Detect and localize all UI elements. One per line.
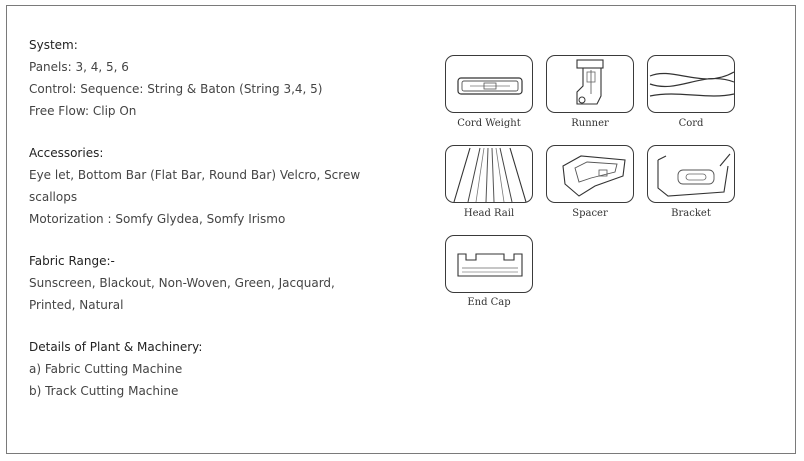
section-line: Printed, Natural <box>29 298 124 312</box>
spacer-icon <box>547 146 635 204</box>
section-line: Panels: 3, 4, 5, 6 <box>29 60 129 74</box>
section-line: Sunscreen, Blackout, Non-Woven, Green, Jacquard, <box>29 276 335 290</box>
component-tile-cord-weight <box>445 55 533 113</box>
component-tile-runner <box>546 55 634 113</box>
section-heading: Fabric Range:- <box>29 254 115 268</box>
fabric-range-section <box>29 250 389 316</box>
section-line: a) Fabric Cutting Machine <box>29 362 183 376</box>
component-caption: Head Rail <box>463 208 515 219</box>
section-heading: Accessories: <box>29 146 104 160</box>
component-caption: Cord Weight <box>457 118 521 129</box>
cord-icon <box>648 56 736 114</box>
component-caption: Cord <box>678 118 704 129</box>
component-tile-bracket <box>647 145 735 203</box>
plant-machinery-section <box>29 336 389 402</box>
component-caption: Spacer <box>572 208 608 219</box>
specification-text <box>29 34 389 402</box>
section-heading: Details of Plant & Machinery: <box>29 340 203 354</box>
system-section <box>29 34 389 122</box>
end-cap-icon <box>446 236 534 294</box>
section-line: Free Flow: Clip On <box>29 104 137 118</box>
section-line: Control: Sequence: String & Baton (String 3,4, 5) <box>29 82 323 96</box>
section-line: Eye let, Bottom Bar (Flat Bar, Round Bar) Velcro, Screw <box>29 168 361 182</box>
section-line: b) Track Cutting Machine <box>29 384 179 398</box>
section-heading: System: <box>29 38 78 52</box>
bracket-icon <box>648 146 736 204</box>
runner-icon <box>547 56 635 114</box>
component-tile-end-cap <box>445 235 533 293</box>
cord-weight-icon <box>446 56 534 114</box>
component-tile-spacer <box>546 145 634 203</box>
section-line: Motorization : Somfy Glydea, Somfy Irismo <box>29 212 286 226</box>
component-tile-head-rail <box>445 145 533 203</box>
head-rail-icon <box>446 146 534 204</box>
accessories-section <box>29 142 389 230</box>
component-caption: Bracket <box>671 208 711 219</box>
component-tile-cord <box>647 55 735 113</box>
component-caption: End Cap <box>467 297 511 308</box>
section-line: scallops <box>29 190 78 204</box>
component-caption: Runner <box>571 118 609 129</box>
